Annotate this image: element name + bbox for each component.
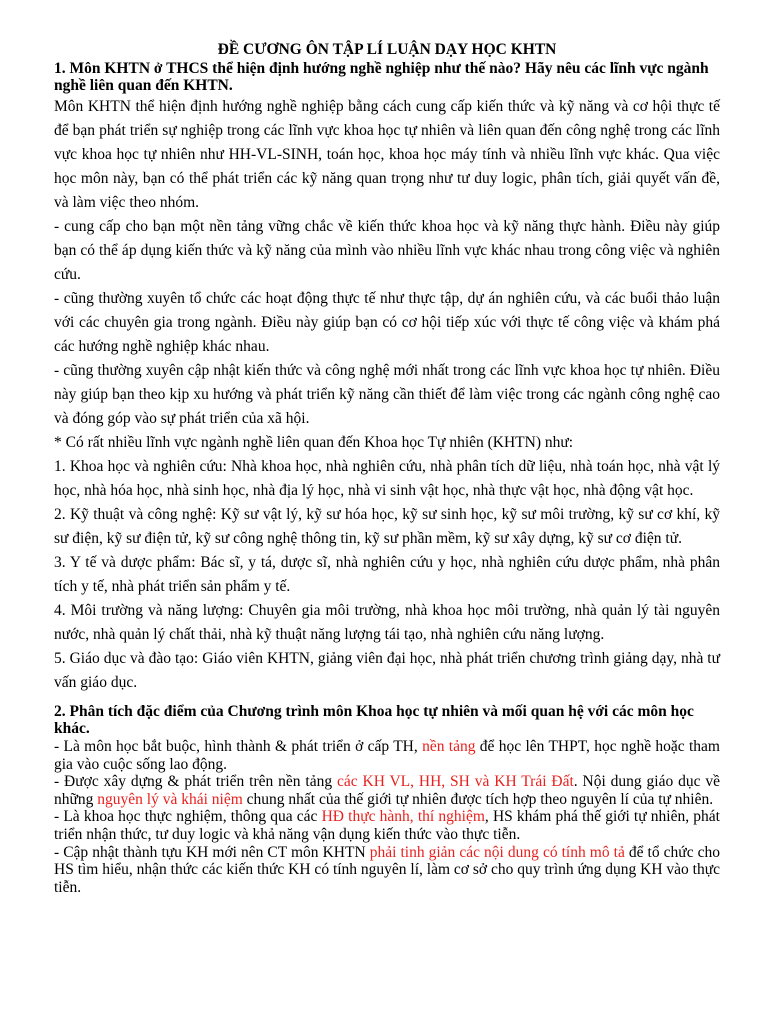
career-field-item: 5. Giáo dục và đào tạo: Giáo viên KHTN, giảng viên đại học, nhà phát triển chương trình giảng dạy, nhà tư vấn giáo dục. <box>54 650 720 691</box>
section-2-bullet <box>54 844 720 897</box>
bullet-text: - Được xây dựng & phát triển trên nền tảng <box>54 773 337 791</box>
highlight-text: các KH VL, HH, SH và KH Trái Đất <box>336 773 574 791</box>
section-2-bullet <box>54 773 720 808</box>
bullet-text: để học lên THPT, học nghề hoặc tham gia vào cuộc sống lao động. <box>54 738 720 773</box>
document-title: ĐỀ CƯƠNG ÔN TẬP LÍ LUẬN DẠY HỌC KHTN <box>217 41 557 58</box>
highlight-text: phải tinh giản các nội dung có tính mô tả <box>369 843 625 861</box>
career-field-item: 3. Y tế và dược phẩm: Bác sĩ, y tá, dược sĩ, nhà nghiên cứu y học, nhà nghiên cứu dược phẩm, nhà phân tích y tế, nhà phát triển sản phẩm y tế. <box>54 554 720 595</box>
section-1-paragraph: * Có rất nhiều lĩnh vực ngành nghề liên quan đến Khoa học Tự nhiên (KHTN) như: <box>54 434 574 451</box>
career-field-item: 2. Kỹ thuật và công nghệ: Kỹ sư vật lý, kỹ sư hóa học, kỹ sư sinh học, kỹ sư môi trường, kỹ sư cơ khí, kỹ sư điện, kỹ sư điện tử, kỹ sư công nghệ thông tin, kỹ sư phần mềm, kỹ sư xây dựng, kỹ sư cơ điện tử. <box>54 506 720 547</box>
section-2-bullet <box>54 808 720 843</box>
bullet-text: . Nội dung giáo dục về những <box>54 773 721 808</box>
section-1-heading: 1. Môn KHTN ở THCS thể hiện định hướng nghề nghiệp như thế nào? Hãy nêu các lĩnh vực ngành nghề liên quan đến KHTN. <box>54 60 709 94</box>
section-1-paragraph: Môn KHTN thể hiện định hướng nghề nghiệp bằng cách cung cấp kiến thức và kỹ năng và cơ hội thực tế để bạn phát triển sự nghiệp trong các lĩnh vực khoa học tự nhiên và liên quan đến công nghệ trong các lĩnh vực khoa học tự nhiên như HH-VL-SINH, toán học, khoa học máy tính và nhiều lĩnh vực khác. Qua việc học môn này, bạn có thể phát triển các kỹ năng quan trọng như tư duy logic, phân tích, giải quyết vấn đề, và làm việc theo nhóm. <box>54 98 720 211</box>
bullet-text: - Cập nhật thành tựu KH mới nên CT môn KHTN <box>54 843 370 861</box>
bullet-text: chung nhất của thế giới tự nhiên được tích hợp theo nguyên lí của tự nhiên. <box>242 790 714 808</box>
section-2-heading: 2. Phân tích đặc điểm của Chương trình môn Khoa học tự nhiên và mối quan hệ với các môn học khác. <box>54 703 694 737</box>
highlight-text: HĐ thực hành, thí nghiệm <box>321 808 485 826</box>
bullet-text: , HS khám phá thế giới tự nhiên, phát triển nhận thức, tư duy logic và khả năng vận dụng kiến thức vào thực tiễn. <box>54 808 720 843</box>
section-1-paragraph: - cũng thường xuyên cập nhật kiến thức và công nghệ mới nhất trong các lĩnh vực khoa học tự nhiên. Điều này giúp bạn theo kịp xu hướng và phát triển kỹ năng cần thiết để làm việc trong các ngành công nghệ cao và đóng góp vào sự phát triển của xã hội. <box>54 362 720 427</box>
bullet-text: - Là môn học bắt buộc, hình thành & phát triển ở cấp TH, <box>54 738 423 755</box>
section-1-paragraph: - cũng thường xuyên tổ chức các hoạt động thực tế như thực tập, dự án nghiên cứu, và các buổi thảo luận với các chuyên gia trong ngành. Điều này giúp bạn có cơ hội tiếp xúc với thực tế công việc và khám phá các hướng nghề nghiệp khác nhau. <box>54 290 720 355</box>
section-2-bullet <box>54 738 720 773</box>
highlight-text: nguyên lý và khái niệm <box>97 790 243 808</box>
career-field-item: 4. Môi trường và năng lượng: Chuyên gia môi trường, nhà khoa học môi trường, nhà quản lý tài nguyên nước, nhà quản lý chất thải, nhà kỹ thuật năng lượng tái tạo, nhà nghiên cứu năng lượng. <box>54 602 720 643</box>
bullet-text: - Là khoa học thực nghiệm, thông qua các <box>54 808 322 826</box>
bullet-text: để tổ chức cho HS tìm hiểu, nhận thức các kiến thức KH có tính nguyên lí, làm cơ sở cho quy trình ứng dụng KH vào thực tiễn. <box>54 843 721 896</box>
career-field-item: 1. Khoa học và nghiên cứu: Nhà khoa học, nhà nghiên cứu, nhà phân tích dữ liệu, nhà toán học, nhà vật lý học, nhà hóa học, nhà sinh học, nhà địa lý học, nhà vi sinh vật học, nhà thực vật học, nhà động vật học. <box>54 458 720 499</box>
section-1-paragraph: - cung cấp cho bạn một nền tảng vững chắc về kiến thức khoa học và kỹ năng thực hành. Điều này giúp bạn có thể áp dụng kiến thức và kỹ năng của mình vào nhiều lĩnh vực khác nhau trong công việc và nghiên cứu. <box>54 218 720 283</box>
highlight-text: nền tảng <box>422 738 476 755</box>
